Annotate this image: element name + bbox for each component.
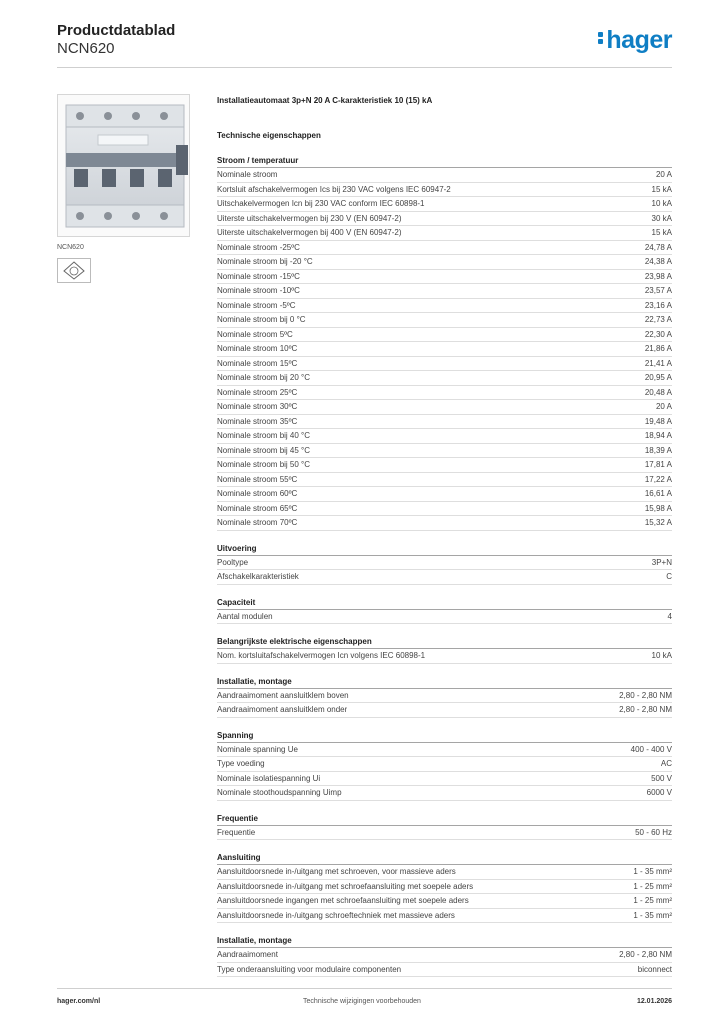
spec-value: 2,80 - 2,80 NM — [619, 690, 672, 700]
section-title: Uitvoering — [217, 542, 672, 556]
spec-row — [217, 226, 672, 241]
spec-label: Nominale stroom 10ºC — [217, 344, 298, 353]
spec-value: 500 V — [651, 773, 672, 783]
spec-label: Nominale stroom 65ºC — [217, 503, 298, 513]
spec-value: 17,22 A — [644, 474, 672, 484]
circuit-breaker-icon — [58, 95, 189, 236]
spec-row — [217, 429, 672, 444]
spec-row — [217, 342, 672, 357]
spec-label: Nominale stroom bij 50 °C — [217, 460, 311, 469]
spec-row — [217, 894, 672, 909]
spec-value: 1 - 25 mm² — [633, 896, 672, 905]
header-divider — [57, 67, 672, 68]
spec-label: Nominale stroom 30ºC — [217, 402, 298, 411]
spec-section — [217, 154, 672, 531]
spec-label: Aansluitdoorsnede ingangen met schroefaansluiting met soepele aders — [217, 896, 469, 905]
spec-row — [217, 415, 672, 430]
spec-label: Nominale stroom -25ºC — [217, 242, 300, 252]
spec-value: C — [666, 572, 672, 581]
spec-row — [217, 703, 672, 718]
spec-value: 15,98 A — [644, 503, 672, 513]
spec-label: Type voeding — [217, 759, 265, 768]
spec-label: Uitschakelvermogen Icn bij 230 VAC conform IEC 60898-1 — [217, 199, 425, 208]
spec-value: 24,38 A — [644, 257, 672, 266]
spec-label: Nominale stoothoudspanning Uimp — [217, 788, 342, 797]
spec-label: Nominale stroom 25ºC — [217, 387, 298, 397]
spec-value: 16,61 A — [644, 489, 672, 498]
spec-value: 17,81 A — [644, 460, 672, 469]
spec-value: 1 - 35 mm² — [633, 867, 672, 876]
spec-value: AC — [660, 759, 672, 768]
logo-text: hager — [606, 26, 672, 54]
spec-value: 50 - 60 Hz — [635, 827, 672, 837]
spec-value: 15 kA — [651, 228, 672, 237]
spec-value: 1 - 25 mm² — [633, 881, 672, 891]
spec-row — [217, 270, 672, 285]
product-image — [57, 94, 190, 237]
certification-mark-icon — [57, 258, 91, 283]
spec-label: Nominale stroom 15ºC — [217, 358, 298, 368]
spec-label: Uiterste uitschakelvermogen bij 230 V (EN 60947-2) — [217, 213, 402, 223]
spec-row — [217, 284, 672, 299]
spec-label: Type onderaansluiting voor modulaire componenten — [217, 964, 402, 974]
spec-label: Nominale stroom bij 0 °C — [217, 315, 306, 324]
spec-row — [217, 963, 672, 978]
spec-row — [217, 168, 672, 183]
spec-row — [217, 473, 672, 488]
spec-label: Aansluitdoorsnede in-/uitgang met schroefaansluiting met soepele aders — [217, 881, 474, 891]
spec-section — [217, 812, 672, 841]
spec-value: 22,30 A — [644, 329, 672, 339]
spec-row — [217, 865, 672, 880]
spec-label: Nominale isolatiespanning Ui — [217, 773, 321, 783]
spec-label: Afschakelkarakteristiek — [217, 572, 299, 581]
spec-value: 6000 V — [646, 788, 672, 797]
logo-dots-icon — [598, 30, 604, 46]
spec-row — [217, 689, 672, 704]
spec-value: 400 - 400 V — [630, 744, 672, 754]
spec-row — [217, 772, 672, 787]
spec-label: Nominale stroom 70ºC — [217, 518, 298, 527]
spec-label: Nom. kortsluitafschakelvermogen Icn volgens IEC 60898-1 — [217, 651, 426, 660]
spec-row — [217, 400, 672, 415]
spec-row — [217, 556, 672, 571]
spec-label: Nominale stroom — [217, 170, 278, 179]
spec-row — [217, 241, 672, 256]
spec-section — [217, 851, 672, 923]
spec-label: Nominale stroom -5ºC — [217, 300, 296, 310]
spec-section — [217, 729, 672, 801]
tech-heading: Technische eigenschappen — [217, 131, 321, 140]
spec-row — [217, 487, 672, 502]
spec-value: 10 kA — [651, 199, 672, 208]
product-code: NCN620 — [57, 40, 115, 57]
spec-label: Nominale stroom bij -20 °C — [217, 257, 313, 266]
spec-content — [217, 94, 672, 977]
spec-label: Aandraaimoment aansluitklem onder — [217, 705, 348, 714]
spec-row — [217, 313, 672, 328]
spec-value: 19,48 A — [644, 416, 672, 426]
spec-label: Nominale stroom bij 20 °C — [217, 373, 311, 382]
spec-row — [217, 212, 672, 227]
spec-label: Nominale stroom 60ºC — [217, 489, 298, 498]
section-title: Frequentie — [217, 812, 672, 826]
spec-label: Uiterste uitschakelvermogen bij 400 V (EN 60947-2) — [217, 228, 402, 237]
spec-row — [217, 458, 672, 473]
spec-row — [217, 570, 672, 585]
image-caption: NCN620 — [57, 244, 84, 251]
section-title: Aansluiting — [217, 851, 672, 865]
section-title: Stroom / temperatuur — [217, 154, 672, 168]
spec-label: Nominale stroom -15ºC — [217, 271, 300, 281]
section-title: Spanning — [217, 729, 672, 743]
spec-value: 2,80 - 2,80 NM — [619, 950, 672, 959]
spec-label: Nominale stroom 55ºC — [217, 474, 298, 484]
spec-value: 18,39 A — [644, 445, 672, 455]
spec-row — [217, 743, 672, 758]
spec-label: Frequentie — [217, 827, 256, 837]
spec-label: Nominale stroom -10ºC — [217, 286, 300, 295]
spec-row — [217, 610, 672, 625]
spec-section — [217, 675, 672, 718]
spec-value: 20,95 A — [644, 373, 672, 382]
spec-row — [217, 649, 672, 664]
spec-section — [217, 596, 672, 625]
spec-row — [217, 299, 672, 314]
spec-label: Nominale spanning Ue — [217, 744, 298, 754]
spec-value: 3P+N — [651, 557, 672, 567]
spec-row — [217, 183, 672, 198]
product-title: Installatieautomaat 3p+N 20 A C-karakteristiek 10 (15) kA — [217, 96, 433, 105]
spec-row — [217, 357, 672, 372]
spec-row — [217, 444, 672, 459]
page-title: Productdatablad — [57, 22, 176, 39]
section-title: Installatie, montage — [217, 675, 672, 689]
spec-section — [217, 934, 672, 977]
spec-value: 23,57 A — [644, 286, 672, 295]
spec-section — [217, 542, 672, 585]
spec-value: 4 — [667, 611, 672, 621]
spec-row — [217, 502, 672, 517]
spec-row — [217, 371, 672, 386]
spec-value: 23,98 A — [644, 271, 672, 281]
spec-row — [217, 516, 672, 531]
section-title: Belangrijkste elektrische eigenschappen — [217, 635, 672, 649]
footer-divider — [57, 988, 672, 989]
spec-row — [217, 255, 672, 270]
spec-label: Nominale stroom 35ºC — [217, 416, 298, 426]
spec-value: 24,78 A — [644, 242, 672, 252]
spec-value: 22,73 A — [644, 315, 672, 324]
spec-label: Nominale stroom 5ºC — [217, 329, 293, 339]
spec-value: 21,41 A — [644, 358, 672, 368]
spec-row — [217, 757, 672, 772]
spec-row — [217, 826, 672, 841]
spec-label: Pooltype — [217, 557, 249, 567]
spec-label: Aandraaimoment — [217, 950, 278, 959]
spec-value: 15,32 A — [644, 518, 672, 527]
spec-sections — [217, 154, 672, 977]
spec-label: Aansluitdoorsnede in-/uitgang met schroeven, voor massieve aders — [217, 867, 456, 876]
spec-label: Aandraaimoment aansluitklem boven — [217, 690, 349, 700]
spec-value: 30 kA — [651, 213, 672, 223]
section-title: Installatie, montage — [217, 934, 672, 948]
spec-row — [217, 386, 672, 401]
spec-row — [217, 909, 672, 924]
hager-logo — [598, 26, 672, 55]
footer-disclaimer: Technische wijzigingen voorbehouden — [303, 998, 421, 1005]
footer-website: hager.com/nl — [57, 998, 101, 1005]
spec-value: 18,94 A — [644, 431, 672, 440]
spec-label: Nominale stroom bij 40 °C — [217, 431, 311, 440]
spec-value: 21,86 A — [644, 344, 672, 353]
spec-row — [217, 948, 672, 963]
spec-value: 20 A — [655, 170, 672, 179]
spec-label: Kortsluit afschakelvermogen Ics bij 230 VAC volgens IEC 60947-2 — [217, 184, 451, 194]
spec-row — [217, 880, 672, 895]
spec-value: 23,16 A — [644, 300, 672, 310]
section-title: Capaciteit — [217, 596, 672, 610]
spec-value: 15 kA — [651, 184, 672, 194]
spec-value: 10 kA — [651, 651, 672, 660]
spec-row — [217, 328, 672, 343]
spec-row — [217, 197, 672, 212]
spec-value: 20 A — [655, 402, 672, 411]
spec-value: 1 - 35 mm² — [633, 910, 672, 920]
spec-value: 2,80 - 2,80 NM — [619, 705, 672, 714]
footer-date: 12.01.2026 — [636, 998, 672, 1005]
spec-label: Nominale stroom bij 45 °C — [217, 445, 311, 455]
spec-row — [217, 786, 672, 801]
spec-value: biconnect — [637, 964, 672, 974]
spec-label: Aantal modulen — [217, 611, 273, 621]
spec-label: Aansluitdoorsnede in-/uitgang schroeftechniek met massieve aders — [217, 910, 455, 920]
spec-value: 20,48 A — [644, 387, 672, 397]
spec-section — [217, 635, 672, 664]
